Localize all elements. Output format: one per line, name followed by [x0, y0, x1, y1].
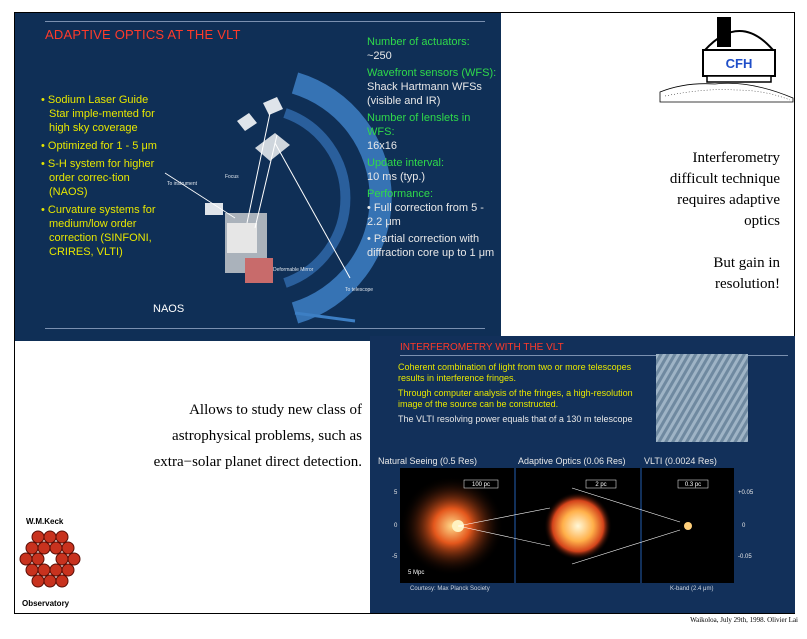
diagram-label: To telescope: [345, 287, 374, 293]
spec-value: • Partial correction with diffraction core up to 1 μm: [367, 233, 495, 259]
diagram-label: Focus: [225, 174, 239, 180]
slide1-bottom-rule: [45, 328, 485, 329]
spec-value: • Full correction from 5 - 2.2 μm: [367, 202, 484, 228]
slide2-desc-line: Through computer analysis of the fringes, a high-resolution image of the source can be constructed.: [398, 388, 633, 409]
panel-scale: 2 pc: [595, 482, 607, 488]
cfh-logo-text: CFH: [725, 56, 753, 71]
note-line: optics: [744, 213, 780, 229]
right-tick: 0: [742, 523, 746, 529]
interferometry-slide: [370, 336, 795, 613]
slide1-bullet-list: [41, 93, 169, 263]
slide2-desc-line: Coherent combination of light from two or more telescopes results in interference fringes.: [398, 362, 632, 383]
fringe-pattern-image: [656, 354, 748, 442]
note-line: Allows to study new class of: [189, 402, 362, 418]
diagram-label: Deformable Mirror: [273, 267, 314, 273]
slide1-bullet: • S-H system for higher order correc-tion (NAOS): [41, 158, 155, 198]
diagram-label: To instrument: [167, 181, 198, 187]
note-line: Interferometry: [692, 150, 780, 166]
spec-value: Shack Hartmann WFSs (visible and IR): [367, 81, 482, 107]
spec-label: Number of lenslets in WFS:: [367, 112, 471, 138]
panel-label-adaptive: Adaptive Optics (0.06 Res): [518, 456, 626, 466]
distance-label: 5 Mpc: [408, 570, 425, 576]
keck-logo-top: W.M.Keck: [26, 517, 64, 526]
naos-label: NAOS: [153, 303, 185, 315]
spec-value: ~250: [367, 50, 392, 62]
right-tick: +0.05: [738, 490, 754, 496]
slide1-bullet: • Optimized for 1 - 5 μm: [41, 140, 157, 152]
image-courtesy: Courtesy: Max Planck Society: [410, 586, 490, 592]
panel-label-vlti: VLTI (0.0024 Res): [644, 456, 717, 466]
slide2-title: INTERFEROMETRY WITH THE VLT: [400, 342, 564, 353]
spec-label: Update interval:: [367, 157, 445, 169]
left-tick: 0: [394, 523, 398, 529]
right-tick: -0.05: [738, 554, 752, 560]
slide1-title: ADAPTIVE OPTICS AT THE VLT: [45, 27, 241, 42]
note-line: resolution!: [715, 276, 780, 292]
slide2-power-line: The VLTI resolving power equals that of a 130 m telescope: [398, 414, 633, 424]
slide2-description: [398, 362, 656, 429]
note-line: astrophysical problems, such as: [172, 428, 362, 444]
slide1-spec-list: [367, 35, 499, 263]
left-tick: 5: [394, 490, 398, 496]
kband-label: K-band (2.4 μm): [670, 586, 714, 592]
panel-scale: 100 pc: [471, 482, 491, 488]
slide1-bullet: • Sodium Laser Guide Star imple-mented for high sky coverage: [41, 94, 155, 134]
slide1-top-rule: [45, 21, 485, 22]
adaptive-optics-slide: [15, 13, 501, 341]
spec-label: Wavefront sensors (WFS):: [367, 67, 497, 79]
slide1-bullet: • Curvature systems for medium/low order correction (SINFONI, CRIRES, VLTI): [41, 204, 156, 258]
cfh-logo: [655, 12, 795, 112]
panel-scale: 0.3 pc: [684, 482, 702, 488]
footer-credit: Waikoloa, July 29th, 1998. Olivier Lai: [690, 616, 798, 624]
interferometry-note: [620, 148, 780, 295]
note-line: requires adaptive: [677, 192, 780, 208]
science-note: [100, 397, 362, 475]
note-spacer: [620, 232, 780, 253]
keck-logo-bottom: Observatory: [22, 599, 70, 608]
spec-label: Number of actuators:: [367, 36, 470, 48]
spec-value: 16x16: [367, 140, 397, 152]
left-tick: -5: [392, 554, 398, 560]
spec-label: Performance:: [367, 188, 434, 200]
spec-value: 10 ms (typ.): [367, 171, 426, 183]
panel-label-natural: Natural Seeing (0.5 Res): [378, 456, 478, 466]
naos-diagram: [165, 73, 374, 323]
note-line: extra−solar planet direct detection.: [153, 454, 362, 470]
note-line: difficult technique: [669, 171, 780, 187]
keck-mirror-logo: [14, 528, 82, 598]
note-line: But gain in: [713, 255, 780, 271]
zoom-lines: [400, 468, 734, 583]
